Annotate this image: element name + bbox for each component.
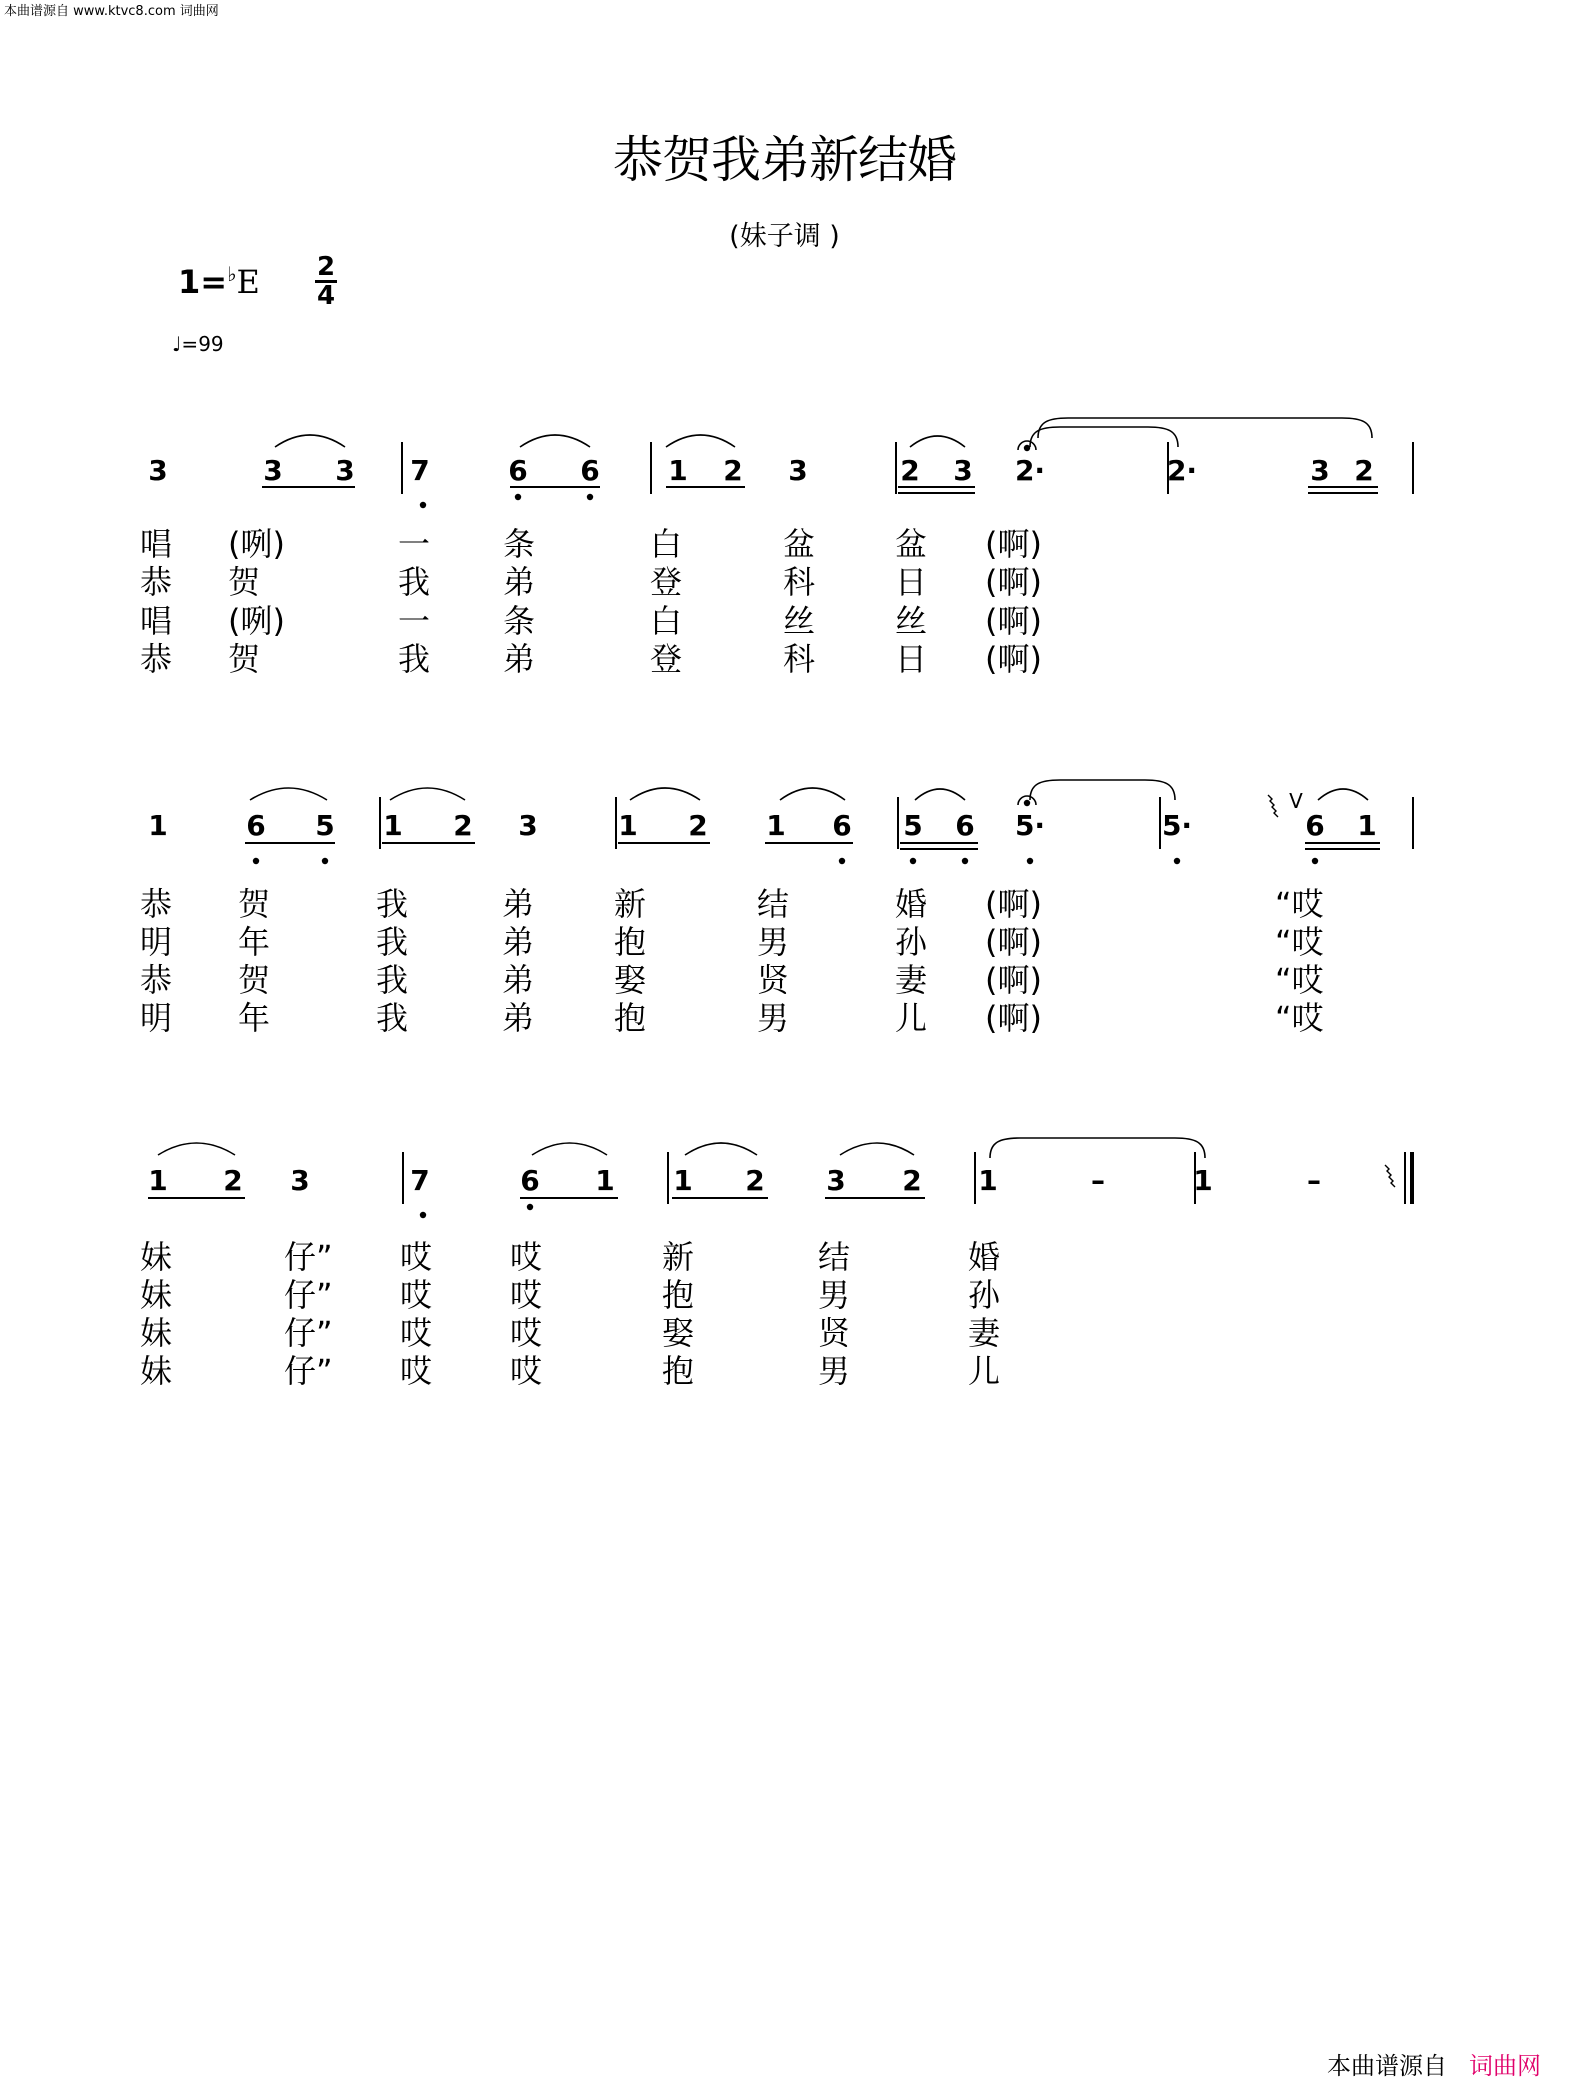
lyric-s2-r3: 男 (757, 999, 790, 1037)
slur-arc (275, 435, 345, 447)
lyric-s2-r1: 明 (140, 923, 173, 961)
note-s2-3: 1 (383, 809, 403, 842)
note-s2-5: 3 (518, 809, 538, 842)
lyric-s2-r3: 我 (376, 999, 409, 1037)
lyric-s3-r3: 仔” (284, 1352, 333, 1390)
note-s3-7: 2 (745, 1164, 765, 1197)
note-s3-13: – (1307, 1164, 1321, 1197)
note-s3-6: 1 (673, 1164, 693, 1197)
lyric-s3-r1: 仔” (284, 1276, 333, 1314)
key-prefix: 1= (178, 263, 228, 301)
lyric-s3-r0: 哎 (400, 1238, 433, 1276)
note-s2-10: 5 (903, 809, 923, 842)
lyric-s3-r3: 哎 (400, 1352, 433, 1390)
note-s2-8: 1 (766, 809, 786, 842)
note-s3-12: 1 (1193, 1164, 1213, 1197)
lyric-s2-r2: 弟 (502, 961, 535, 999)
note-s1-12: 2· (1166, 454, 1198, 487)
note-s1-5: 6 (580, 454, 600, 487)
fermata-dot (1024, 445, 1030, 451)
note-s3-0: 1 (148, 1164, 168, 1197)
note-s2-14: 6 (1305, 809, 1325, 842)
lyric-s1-r2: (啊) (985, 602, 1042, 640)
slur-arc (250, 788, 327, 800)
tempo-marking: ♩=99 (172, 332, 224, 356)
octave-dot (253, 858, 259, 864)
lyric-s1-r0: 条 (503, 525, 536, 563)
note-s1-13: 3 (1310, 454, 1330, 487)
lyric-s3-r3: 妹 (140, 1352, 173, 1390)
lyric-s1-r3: 科 (783, 640, 816, 678)
slur-arc (158, 1143, 235, 1155)
lyric-s3-r3: 儿 (968, 1352, 1001, 1390)
low-octave-dot (420, 1212, 426, 1218)
tie-s3 (990, 1138, 1205, 1158)
note-s2-7: 2 (688, 809, 708, 842)
lyric-s2-r3: 抱 (614, 999, 647, 1037)
lyric-s1-r2: 白 (650, 602, 683, 640)
lyric-s1-r1: 贺 (228, 563, 261, 601)
tie-s2 (1030, 780, 1175, 800)
lyric-s1-r3: 我 (398, 640, 431, 678)
lyric-s2-r3: 年 (238, 999, 271, 1037)
lyric-s3-r1: 哎 (510, 1276, 543, 1314)
slide-mark-icon (1268, 795, 1278, 817)
lyric-s1-r1: 科 (783, 563, 816, 601)
slur-arc (685, 1143, 757, 1155)
lyric-s2-r0: 贺 (238, 885, 271, 923)
key-note: E (236, 263, 260, 301)
lyric-s1-r0: 一 (398, 525, 431, 563)
lyric-s1-r1: 我 (398, 563, 431, 601)
slur-arc (532, 1143, 607, 1155)
tie-s1-b (1038, 418, 1372, 438)
note-s3-2: 3 (290, 1164, 310, 1197)
lyric-s2-r3: 弟 (502, 999, 535, 1037)
lyric-s2-r1: 我 (376, 923, 409, 961)
lyric-s1-r0: 白 (650, 525, 683, 563)
lyric-s1-r0: 盆 (783, 525, 816, 563)
lyric-s2-r1: “哎 (1275, 923, 1324, 961)
lyric-s1-r2: 条 (503, 602, 536, 640)
slur-arc (520, 435, 590, 447)
lyric-s1-r1: 弟 (503, 563, 536, 601)
octave-dot (322, 858, 328, 864)
footer-brand: 词曲网 (1469, 2052, 1541, 2080)
time-signature-bottom: 4 (316, 281, 336, 311)
note-s2-1: 6 (246, 809, 266, 842)
lyric-s1-r2: (咧) (228, 602, 285, 640)
octave-dot (515, 494, 521, 500)
octave-dot (587, 494, 593, 500)
slur-arc (910, 436, 965, 447)
footer-credit (1327, 2046, 1541, 2081)
breath-mark-icon: V (1289, 789, 1303, 813)
note-s1-2: 3 (335, 454, 355, 487)
lyric-s1-r2: 丝 (783, 602, 816, 640)
note-s2-15: 1 (1357, 809, 1377, 842)
song-subtitle: (妹子调 ) (729, 221, 840, 252)
fermata-dot (1024, 800, 1030, 806)
lyric-s3-r2: 妹 (140, 1314, 173, 1352)
lyric-s3-r2: 娶 (662, 1314, 695, 1352)
lyric-s3-r3: 抱 (662, 1352, 695, 1390)
note-s2-12: 5· (1014, 809, 1046, 842)
octave-dot (1174, 858, 1180, 864)
low-octave-dot (420, 502, 426, 508)
lyric-s3-r2: 哎 (510, 1314, 543, 1352)
octave-dot (1027, 858, 1033, 864)
lyric-s1-r0: (啊) (985, 525, 1042, 563)
note-s1-4: 6 (508, 454, 528, 487)
slur-arc (780, 788, 845, 800)
lyric-s1-r1: (啊) (985, 563, 1042, 601)
note-s1-8: 3 (788, 454, 808, 487)
lyric-s3-r3: 哎 (510, 1352, 543, 1390)
note-s3-4: 6 (520, 1164, 540, 1197)
note-s1-11: 2· (1014, 454, 1046, 487)
lyric-s3-r1: 抱 (662, 1276, 695, 1314)
lyric-s3-r0: 新 (662, 1238, 695, 1276)
octave-dot (527, 1204, 533, 1210)
source-header-note: 本曲谱源自 www.ktvc8.com 词曲网 (4, 4, 219, 19)
note-s1-3: 7 (410, 454, 430, 487)
lyric-s1-r1: 日 (895, 563, 928, 601)
lyric-s3-r2: 贤 (818, 1314, 851, 1352)
lyric-s1-r1: 恭 (140, 563, 173, 601)
time-signature-top: 2 (316, 252, 336, 282)
note-s1-1: 3 (263, 454, 283, 487)
lyric-s3-r3: 男 (818, 1352, 851, 1390)
lyric-s3-r1: 哎 (400, 1276, 433, 1314)
note-s2-4: 2 (453, 809, 473, 842)
song-title: 恭贺我弟新结婚 (613, 131, 956, 189)
lyric-s3-r1: 孙 (968, 1276, 1001, 1314)
lyric-s3-r2: 仔” (284, 1314, 333, 1352)
lyric-s2-r1: 抱 (614, 923, 647, 961)
slur-arc (390, 788, 465, 800)
lyric-s1-r2: 一 (398, 602, 431, 640)
note-s2-11: 6 (955, 809, 975, 842)
lyric-s1-r2: 唱 (140, 602, 173, 640)
lyric-s2-r2: (啊) (985, 961, 1042, 999)
lyric-s1-r3: 登 (650, 640, 683, 678)
lyric-s2-r2: 贤 (757, 961, 790, 999)
lyric-s3-r0: 仔” (284, 1238, 333, 1276)
lyric-s3-r1: 男 (818, 1276, 851, 1314)
lyric-s2-r1: 男 (757, 923, 790, 961)
lyric-s1-r1: 登 (650, 563, 683, 601)
lyric-s1-r3: 弟 (503, 640, 536, 678)
lyric-s2-r2: 娶 (614, 961, 647, 999)
lyric-s2-r3: (啊) (985, 999, 1042, 1037)
note-s3-11: – (1091, 1164, 1105, 1197)
lyric-s2-r2: “哎 (1275, 961, 1324, 999)
lyric-s1-r3: 日 (895, 640, 928, 678)
note-s3-5: 1 (595, 1164, 615, 1197)
note-s1-7: 2 (723, 454, 743, 487)
note-s3-8: 3 (826, 1164, 846, 1197)
note-s1-0: 3 (148, 454, 168, 487)
slur-arc (840, 1143, 914, 1155)
lyric-s3-r0: 哎 (510, 1238, 543, 1276)
lyric-s2-r2: 我 (376, 961, 409, 999)
lyric-s2-r1: 年 (238, 923, 271, 961)
note-s2-13: 5· (1161, 809, 1193, 842)
lyric-s2-r1: 孙 (895, 923, 928, 961)
lyric-s2-r3: 儿 (895, 999, 928, 1037)
lyric-s2-r0: 弟 (502, 885, 535, 923)
lyric-s3-r2: 妻 (968, 1314, 1001, 1352)
lyric-s2-r0: 新 (614, 885, 647, 923)
lyric-s1-r3: (啊) (985, 640, 1042, 678)
lyric-s2-r0: 婚 (895, 885, 928, 923)
lyric-s3-r0: 妹 (140, 1238, 173, 1276)
lyric-s1-r2: 丝 (895, 602, 928, 640)
lyric-s1-r0: 唱 (140, 525, 173, 563)
lyric-s2-r0: “哎 (1275, 885, 1324, 923)
lyric-s2-r0: 恭 (140, 885, 173, 923)
flat-sign-icon: ♭ (227, 262, 237, 286)
lyric-s3-r0: 结 (818, 1238, 851, 1276)
slur-arc (666, 435, 735, 447)
lyric-s2-r1: (啊) (985, 923, 1042, 961)
note-s3-10: 1 (978, 1164, 998, 1197)
octave-dot (910, 858, 916, 864)
lyric-s2-r2: 妻 (895, 961, 928, 999)
note-s3-1: 2 (223, 1164, 243, 1197)
note-s2-2: 5 (315, 809, 335, 842)
lyric-s3-r2: 哎 (400, 1314, 433, 1352)
octave-dot (962, 858, 968, 864)
octave-dot (839, 858, 845, 864)
lyric-s2-r2: 恭 (140, 961, 173, 999)
lyric-s2-r0: 结 (757, 885, 790, 923)
note-s2-0: 1 (148, 809, 168, 842)
note-s3-3: 7 (410, 1164, 430, 1197)
note-s3-9: 2 (902, 1164, 922, 1197)
lyric-s2-r0: (啊) (985, 885, 1042, 923)
tie-s1-a (1030, 427, 1178, 447)
lyric-s1-r3: 恭 (140, 640, 173, 678)
lyric-s2-r0: 我 (376, 885, 409, 923)
lyric-s2-r3: “哎 (1275, 999, 1324, 1037)
lyric-s2-r3: 明 (140, 999, 173, 1037)
note-s1-6: 1 (668, 454, 688, 487)
octave-dot (1312, 858, 1318, 864)
lyric-s3-r1: 妹 (140, 1276, 173, 1314)
slur-arc (630, 788, 700, 800)
note-s1-14: 2 (1354, 454, 1374, 487)
note-s1-9: 2 (900, 454, 920, 487)
note-s1-10: 3 (953, 454, 973, 487)
lyric-s1-r0: (咧) (228, 525, 285, 563)
note-s2-6: 1 (618, 809, 638, 842)
lyric-s2-r2: 贺 (238, 961, 271, 999)
note-s2-9: 6 (832, 809, 852, 842)
lyric-s1-r3: 贺 (228, 640, 261, 678)
lyric-s3-r0: 婚 (968, 1238, 1001, 1276)
lyric-s1-r0: 盆 (895, 525, 928, 563)
footer-label: 本曲谱源自 (1327, 2052, 1447, 2080)
slur-arc (915, 789, 965, 800)
slide-mark-icon (1385, 1165, 1395, 1187)
slur-arc (1318, 789, 1368, 800)
lyric-s2-r1: 弟 (502, 923, 535, 961)
